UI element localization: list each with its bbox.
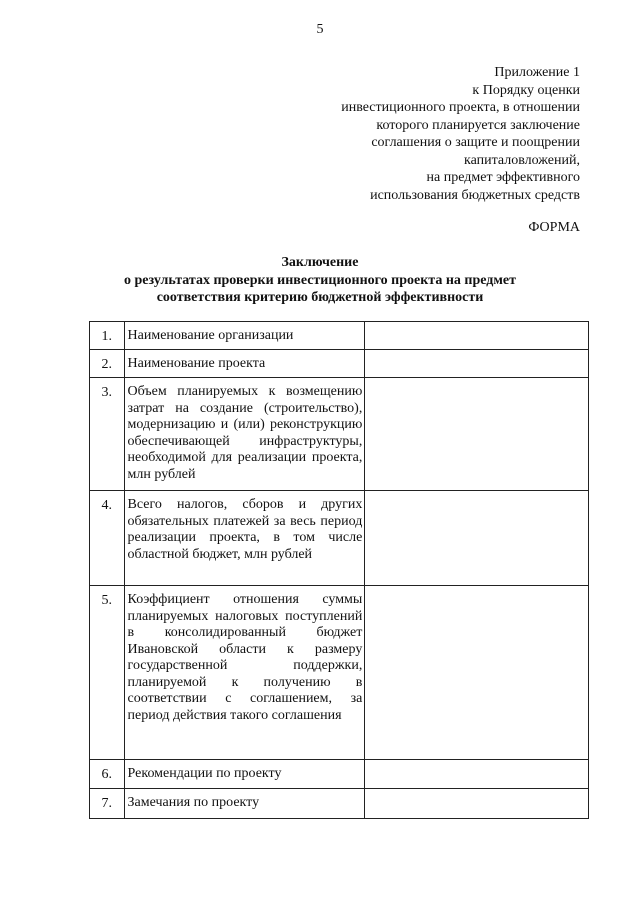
table-row: [90, 350, 589, 378]
table-row: [90, 491, 589, 586]
row-label: Наименование организации: [124, 322, 365, 350]
appendix-line: Приложение 1: [494, 65, 580, 80]
table-row: [90, 760, 589, 789]
appendix-line: которого планируется заключение: [376, 117, 580, 133]
table-row: [90, 586, 589, 760]
title-line: Заключение: [281, 255, 359, 270]
row-value[interactable]: [365, 789, 589, 819]
title-line: о результатах проверки инвестиционного проекта на предмет: [124, 272, 516, 288]
table-row: [90, 322, 589, 350]
row-number: 1.: [90, 322, 125, 350]
row-number: 3.: [90, 378, 125, 491]
conclusion-table: [89, 321, 589, 819]
row-label: Наименование проекта: [124, 350, 365, 378]
row-number: 6.: [90, 760, 125, 789]
appendix-line: соглашения о защите и поощрении: [371, 135, 580, 150]
row-value[interactable]: [365, 350, 589, 378]
row-label: Рекомендации по проекту: [124, 760, 365, 789]
document-title: [0, 254, 640, 307]
appendix-line: использования бюджетных средств: [370, 187, 580, 203]
row-number: 4.: [90, 491, 125, 586]
appendix-header: [240, 64, 580, 204]
table-row: [90, 789, 589, 819]
title-line: соответствия критерию бюджетной эффективности: [156, 290, 484, 305]
row-label: Всего налогов, сборов и других обязательных платежей за весь период реализации проекта, в том числе областной бюджет, млн рублей: [124, 491, 365, 586]
table-row: [90, 378, 589, 491]
appendix-line: инвестиционного проекта, в отношении: [341, 100, 580, 115]
appendix-line: на предмет эффективного: [426, 170, 580, 185]
row-value[interactable]: [365, 378, 589, 491]
row-label: Объем планируемых к возмещению затрат на создание (строительство), модернизацию и (или) реконструкцию обеспечивающей инфраструктуры, необходимой для реализации проекта, млн рублей: [124, 378, 365, 491]
form-label: ФОРМА: [528, 220, 580, 235]
row-number: 2.: [90, 350, 125, 378]
row-label: Коэффициент отношения суммы планируемых налоговых поступлений в консолидированный бюджет Ивановской области к размеру государственной поддержки, планируемой к получению в соответствии с соглашением, за период действия такого соглашения: [124, 586, 365, 760]
row-value[interactable]: [365, 322, 589, 350]
appendix-line: к Порядку оценки: [472, 82, 580, 98]
row-number: 5.: [90, 586, 125, 760]
page-number: 5: [316, 22, 324, 37]
row-value[interactable]: [365, 491, 589, 586]
appendix-line: капиталовложений,: [464, 152, 580, 168]
row-number: 7.: [90, 789, 125, 819]
row-value[interactable]: [365, 586, 589, 760]
row-value[interactable]: [365, 760, 589, 789]
row-label: Замечания по проекту: [124, 789, 365, 819]
